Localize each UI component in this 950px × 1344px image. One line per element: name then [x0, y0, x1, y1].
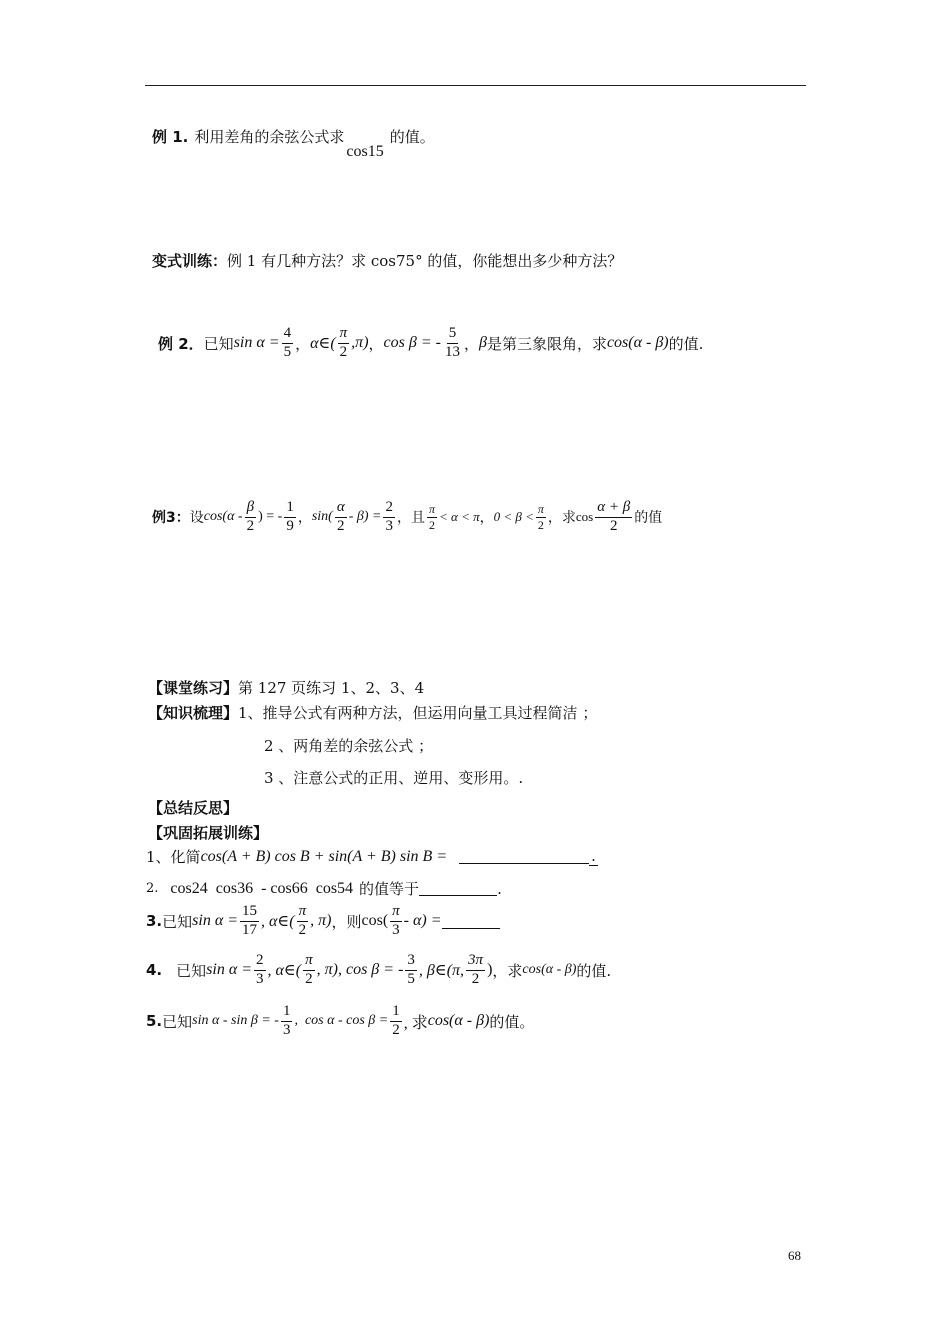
- example-3-comma: ，: [479, 510, 494, 527]
- example-1-expr: cos15: [346, 142, 384, 160]
- page-number: 68: [788, 1248, 801, 1263]
- example-2-frac-3: $\frac{5}{13}$: [444, 325, 460, 360]
- question-4-find: ，求: [492, 961, 523, 980]
- question-5-number: 5.: [146, 1012, 163, 1031]
- example-3-expr: - β) =: [348, 509, 382, 525]
- question-3-answer-blank[interactable]: [442, 914, 500, 929]
- example-2-comma: ，: [463, 334, 479, 353]
- question-3-expr: sin α =: [192, 912, 239, 930]
- question-3-number: 3.: [146, 912, 163, 931]
- variant-training: [152, 250, 622, 271]
- question-5-tail: 的值。: [489, 1012, 535, 1031]
- example-2-cos-b: cos β = -: [383, 334, 441, 352]
- example-2-known: 已知: [203, 334, 234, 353]
- question-3-expr: - α) =: [403, 912, 442, 930]
- example-1-text: 利用差角的余弦公式求: [194, 128, 345, 146]
- example-2: [158, 326, 703, 361]
- question-4-tail: 的值.: [576, 961, 612, 980]
- example-1-tail: 的值。: [389, 128, 435, 146]
- example-3-expr: 0 < β <: [493, 509, 534, 525]
- question-1-answer-blank[interactable]: [459, 849, 589, 864]
- example-2-comma: ，: [295, 334, 311, 353]
- question-4: [146, 953, 611, 988]
- example-3-tail: 的值: [634, 510, 663, 527]
- question-2-text: 的值等于: [359, 880, 420, 898]
- question-4-expr: , β∈(π,: [418, 962, 465, 980]
- example-2-comma: ，: [368, 334, 384, 353]
- variant-label: 变式训练：: [152, 252, 228, 270]
- example-2-alpha-in: α∈(: [310, 335, 336, 353]
- question-5-known: 已知: [162, 1012, 193, 1031]
- example-3-expr: ) = -: [258, 509, 283, 525]
- question-5-expr: , 求: [403, 1014, 428, 1032]
- example-3-frac-1: $\frac{\beta}{2}$: [246, 499, 255, 534]
- question-5-frac-1: $\frac{1}{3}$: [282, 1003, 291, 1038]
- example-2-label: 例 2．: [158, 334, 204, 353]
- question-2-expr: cos24 cos36 - cos66 cos54: [170, 879, 354, 897]
- example-3-frac-6: $\frac{\pi}{2}$: [537, 502, 544, 532]
- example-3-and: ，且: [396, 510, 425, 527]
- question-4-frac-1: $\frac{2}{3}$: [256, 952, 264, 987]
- question-4-frac-3: $\frac{3}{5}$: [407, 952, 415, 987]
- example-1-label: 例 1.: [152, 128, 189, 146]
- example-2-cos-diff: cos(α - β): [606, 334, 669, 352]
- question-4-expr: , α∈(: [267, 962, 302, 980]
- question-5-expr: cos(α - β): [427, 1012, 490, 1030]
- example-2-quadrant-text: 是第三象限角，求: [486, 334, 607, 353]
- question-4-number: 4.: [146, 961, 163, 980]
- classwork: [148, 677, 424, 698]
- example-3-frac-4: $\frac{2}{3}$: [385, 499, 393, 534]
- question-1-expr: cos(A + B) cos B + sin(A + B) sin B =: [200, 847, 448, 865]
- question-4-known: 已知: [176, 961, 207, 980]
- extend-heading: 【巩固拓展训练】: [148, 824, 269, 842]
- example-3-set: 设: [189, 510, 204, 527]
- example-3-frac-7: $\frac{\alpha + \beta}{2}$: [597, 499, 631, 534]
- example-3-frac-2: $\frac{1}{9}$: [286, 499, 294, 534]
- question-3-expr: cos(: [361, 912, 389, 930]
- question-1-number: 1、: [146, 848, 171, 866]
- example-3-expr: < α < π: [438, 509, 480, 525]
- knowledge-item-2: 2 、两角差的余弦公式 ；: [264, 737, 434, 755]
- classwork-label: 【课堂练习】: [148, 679, 239, 697]
- header-rule: [145, 85, 806, 86]
- example-3-expr: cos: [575, 509, 594, 525]
- example-3-expr: sin(: [311, 509, 333, 525]
- question-5-expr: sin α - sin β = -: [192, 1013, 279, 1029]
- question-5: [146, 1004, 534, 1039]
- question-2-tail: .: [497, 879, 502, 898]
- question-4-expr: cos(α - β): [522, 962, 577, 978]
- question-4-expr: sin α =: [206, 961, 253, 979]
- question-3: [146, 904, 500, 939]
- example-3-expr: cos(α -: [203, 509, 243, 525]
- example-3-label: 例3：: [152, 510, 190, 527]
- question-4-expr: , π), cos β = -: [316, 961, 404, 979]
- example-2-frac-2: $\frac{\pi}{2}$: [339, 325, 348, 360]
- knowledge-label: 【知识梳理】: [148, 704, 239, 722]
- example-3: [152, 500, 662, 535]
- question-2-answer-blank[interactable]: [419, 881, 497, 896]
- example-3-find: ，求: [547, 510, 576, 527]
- question-3-frac-1: $\frac{15}{17}$: [242, 903, 258, 938]
- example-3-frac-3: $\frac{\alpha}{2}$: [336, 499, 345, 534]
- example-3-comma: ，: [297, 510, 312, 527]
- knowledge-item-3: 3 、注意公式的正用、逆用、变形用。.: [264, 769, 524, 787]
- question-1: [146, 846, 598, 867]
- question-1-text: 化简: [170, 848, 201, 866]
- question-5-frac-2: $\frac{1}{2}$: [392, 1003, 400, 1038]
- variant-text: 例 1 有几种方法？求 cos75° 的值，你能想出多少种方法？: [227, 252, 623, 270]
- question-3-then: ，则: [331, 912, 362, 931]
- question-4-frac-2: $\frac{\pi}{2}$: [305, 952, 313, 987]
- summary-heading: 【总结反思】: [148, 799, 239, 817]
- example-2-sin-a: sin α =: [233, 334, 280, 352]
- question-3-frac-2: $\frac{\pi}{2}$: [298, 903, 307, 938]
- question-4-frac-4: $\frac{3\pi}{2}$: [468, 952, 484, 987]
- question-3-expr: , α∈(: [261, 913, 295, 931]
- question-4-expr: ): [487, 961, 493, 979]
- question-3-known: 已知: [162, 912, 193, 931]
- example-1: [152, 126, 435, 160]
- question-2: [146, 878, 502, 899]
- classwork-text: 第 127 页练习 1、2、3、4: [238, 679, 425, 697]
- question-2-number: 2.: [146, 881, 159, 896]
- example-2-frac-1: $\frac{4}{5}$: [283, 325, 292, 360]
- knowledge-item-1: 1、推导公式有两种方法，但运用向量工具过程简洁 ；: [238, 704, 598, 722]
- example-2-interval-close: ,π): [351, 334, 369, 352]
- example-2-tail: 的值.: [668, 334, 704, 353]
- knowledge-review: [148, 702, 597, 723]
- question-1-tail: .: [591, 847, 596, 865]
- example-2-beta: β: [478, 334, 487, 352]
- question-3-frac-3: $\frac{\pi}{3}$: [392, 903, 400, 938]
- question-5-expr: , cos α - cos β =: [294, 1013, 389, 1029]
- example-3-frac-5: $\frac{\pi}{2}$: [428, 502, 435, 532]
- question-3-expr: , π): [310, 912, 332, 930]
